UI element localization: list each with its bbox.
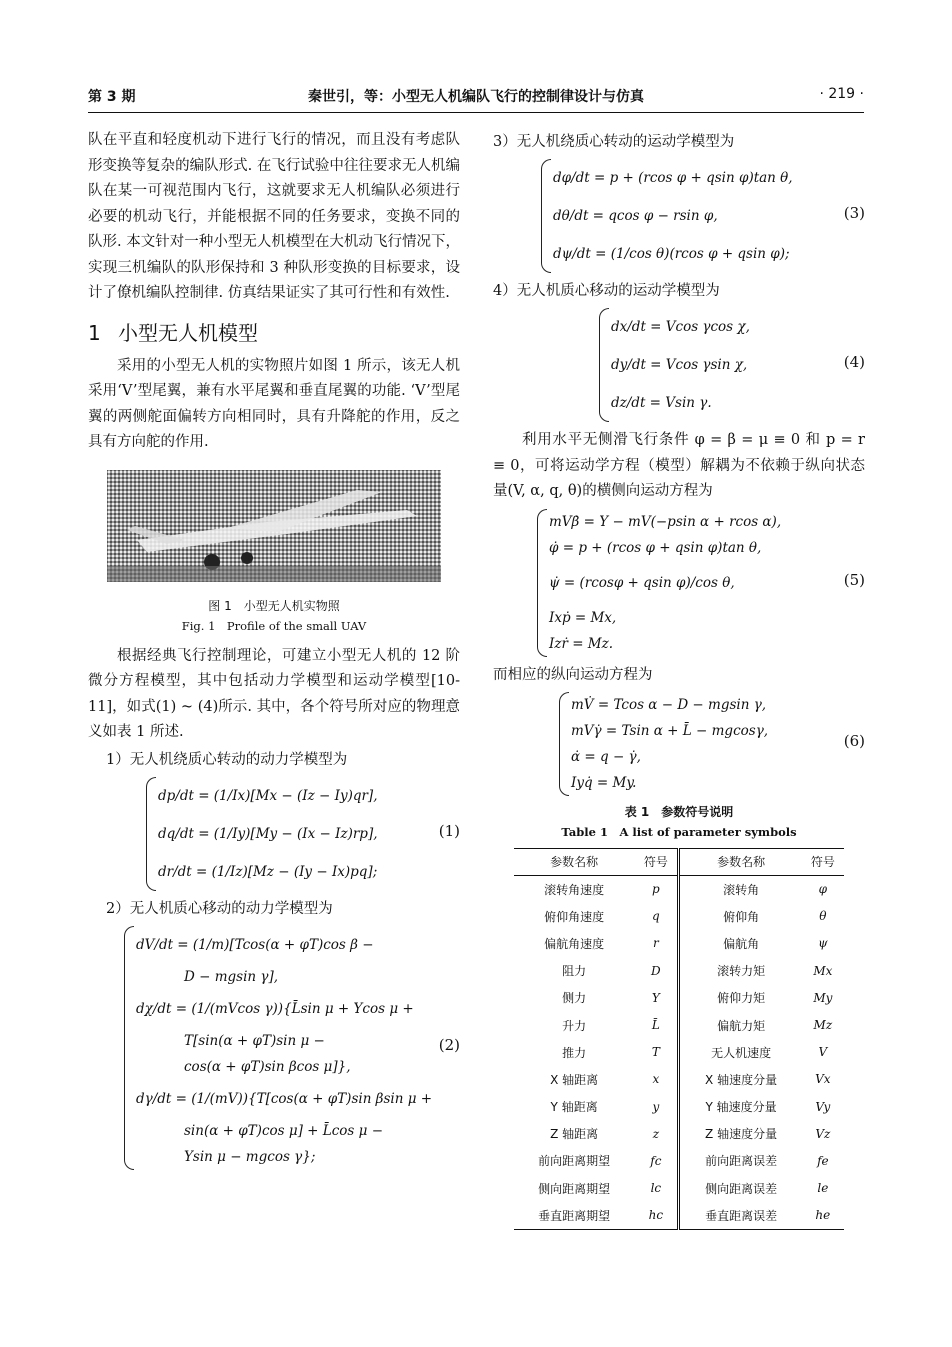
- parameter-symbol-cell: D: [634, 957, 679, 984]
- equation-line: mV̇ = Tcos α − D − mgsin γ,: [571, 696, 767, 713]
- equation-line: Ixṗ = Mx,: [549, 609, 617, 626]
- equation-line: cos(α + φT)sin βcos μ]},: [184, 1058, 351, 1075]
- equation-number: (6): [843, 731, 865, 750]
- equation-line: dψ/dt = (1/cos θ)(rcos φ + qsin φ);: [553, 246, 790, 262]
- parameter-name-cell: 俯仰角: [723, 909, 760, 924]
- equation-line: dχ/dt = (1/(mVcos γ)){L̄sin μ + Ycos μ +: [136, 1000, 414, 1017]
- header-rule: [88, 112, 864, 113]
- parameter-name-cell: 前向距离期望: [538, 1154, 611, 1169]
- equation-line: dV/dt = (1/m)[Tcos(α + φT)cos β −: [136, 936, 374, 953]
- equation-5: [493, 509, 865, 657]
- table-header-row: [514, 848, 844, 875]
- parameter-symbol-cell: Vz: [815, 1126, 831, 1141]
- equation-line: dy/dt = Vcos γsin χ,: [611, 357, 748, 373]
- model-paragraph: 采用的小型无人机的实物照片如图 1 所示，该无人机采用‘V’型尾翼，兼有水平尾翼和垂直尾翼的功能. ‘V’型尾翼的两侧舵面偏转方向相同时，具有升降舵的作用，反之具有方向舵的作用.: [88, 357, 460, 450]
- uav-silhouette-icon: [107, 470, 441, 582]
- equation-line: dγ/dt = (1/(mV)){T[cos(α + φT)sin βsin μ +: [136, 1090, 433, 1107]
- item-3: 3）无人机绕质心转动的运动学模型为: [493, 134, 735, 150]
- equation-line: D − mgsin γ],: [184, 968, 279, 985]
- figure-caption-cn: 图 1 小型无人机实物照: [208, 598, 340, 613]
- theory-paragraph: 根据经典飞行控制理论，可建立小型无人机的 12 阶微分方程模型，其中包括动力学模型和运动学模型[10-11]，如式(1) ~ (4)所示. 其中，各个符号所对应的物理意义如表 1 所述.: [88, 647, 460, 740]
- equation-number: (3): [843, 204, 865, 222]
- equation-line: dr/dt = (1/Iz)[Mz − (Iy − Ix)pq];: [158, 863, 378, 880]
- table-header: 符号: [634, 848, 679, 875]
- equation-line: dφ/dt = p + (rcos φ + qsin φ)tan θ,: [553, 170, 793, 186]
- parameter-symbol-cell: fc: [634, 1147, 679, 1174]
- parameter-name-cell: 前向距离误差: [705, 1154, 778, 1169]
- item-4: 4）无人机质心移动的运动学模型为: [493, 283, 720, 299]
- equation-line: Iyq̇ = My.: [571, 774, 637, 791]
- parameter-symbol-cell: V: [818, 1045, 828, 1060]
- parameter-symbol-cell: Vy: [815, 1099, 831, 1114]
- equation-line: T[sin(α + φT)sin μ −: [184, 1032, 325, 1049]
- equation-brace: [599, 308, 609, 422]
- equation-brace: [537, 509, 547, 657]
- parameter-name-cell: 滚转角速度: [544, 882, 605, 897]
- equation-number: (2): [438, 1035, 460, 1054]
- equation-line: mVγ̇ = Tsin α + L̄ − mgcosγ,: [571, 722, 769, 739]
- table-row: [514, 1120, 844, 1147]
- parameter-symbol-cell: z: [634, 1120, 679, 1147]
- parameter-symbol-cell: r: [634, 930, 679, 957]
- parameter-table: [514, 848, 844, 1230]
- parameter-name-cell: X 轴速度分量: [705, 1072, 778, 1087]
- section-heading: [88, 317, 460, 346]
- table-row: [514, 1093, 844, 1120]
- parameter-symbol-cell: Mx: [813, 963, 833, 978]
- equation-line: φ̇ = p + (rcos φ + qsin φ)tan θ,: [549, 539, 762, 556]
- parameter-symbol-cell: hc: [634, 1202, 679, 1230]
- parameter-symbol-cell: lc: [634, 1175, 679, 1202]
- table-row: [514, 1147, 844, 1174]
- parameter-symbol-cell: Y: [634, 984, 679, 1011]
- table-row: [514, 984, 844, 1011]
- section-title: 小型无人机模型: [118, 320, 258, 345]
- section-number: 1: [88, 320, 101, 345]
- equation-line: sin(α + φT)cos μ] + L̄cos μ −: [184, 1122, 384, 1139]
- parameter-name-cell: 偏航角: [723, 936, 760, 951]
- equation-number: (1): [438, 821, 460, 840]
- equation-4: [493, 308, 865, 422]
- parameter-name-cell: 滚转角: [723, 882, 760, 897]
- parameter-name-cell: 滚转力矩: [717, 964, 766, 979]
- parameter-name-cell: 升力: [562, 1018, 587, 1033]
- equation-6: [493, 692, 865, 796]
- parameter-symbol-cell: q: [634, 903, 679, 930]
- longitudinal-lead: 而相应的纵向运动方程为: [493, 666, 653, 683]
- equation-line: mVβ̇ = Y − mV(−psin α + rcos α),: [549, 513, 782, 530]
- parameter-name-cell: Z 轴速度分量: [705, 1127, 778, 1142]
- equation-line: Izṙ = Mz.: [549, 635, 614, 652]
- equation-brace: [146, 777, 156, 891]
- parameter-name-cell: 阻力: [562, 964, 587, 979]
- parameter-symbol-cell: he: [802, 1202, 844, 1230]
- parameter-name-cell: 推力: [562, 1045, 587, 1060]
- table-caption-cn: 表 1 参数符号说明: [624, 804, 734, 819]
- table-row: [514, 1011, 844, 1038]
- issue-number: 第 3 期: [88, 89, 136, 105]
- equation-line: dx/dt = Vcos γcos χ,: [611, 319, 750, 335]
- equation-3: [493, 159, 865, 273]
- parameter-name-cell: 无人机速度: [711, 1045, 772, 1060]
- right-column: [493, 128, 865, 1230]
- equation-number: (5): [843, 570, 865, 589]
- parameter-name-cell: 侧向距离期望: [538, 1181, 611, 1196]
- parameter-name-cell: X 轴距离: [550, 1072, 599, 1087]
- table-body: [514, 875, 844, 1229]
- parameter-name-cell: 偏航角速度: [544, 936, 605, 951]
- parameter-name-cell: Y 轴距离: [550, 1100, 598, 1115]
- equation-1: [88, 777, 460, 891]
- parameter-name-cell: 偏航力矩: [717, 1018, 766, 1033]
- table-header: 参数名称: [514, 848, 634, 875]
- equation-line: dθ/dt = qcos φ − rsin φ,: [553, 208, 718, 224]
- page-number: · 219 ·: [819, 86, 864, 102]
- parameter-symbol-cell: φ: [818, 882, 828, 897]
- equation-brace: [559, 692, 569, 796]
- table-row: [514, 957, 844, 984]
- parameter-symbol-cell: Vx: [815, 1072, 831, 1087]
- uav-photo: [107, 470, 441, 582]
- parameter-name-cell: 垂直距离期望: [514, 1202, 634, 1230]
- parameter-name-cell: 侧向距离误差: [705, 1181, 778, 1196]
- running-header: [88, 86, 864, 110]
- equation-line: dq/dt = (1/Iy)[My − (Ix − Iz)rp],: [158, 825, 378, 842]
- table-row: [514, 875, 844, 903]
- equation-line: α̇ = q − γ̇,: [571, 748, 641, 765]
- parameter-symbol-cell: p: [634, 875, 679, 903]
- table-caption-en: Table 1 A list of parameter symbols: [561, 824, 797, 839]
- parameter-symbol-cell: x: [634, 1066, 679, 1093]
- parameter-name-cell: 俯仰力矩: [717, 991, 766, 1006]
- parameter-name-cell: 俯仰角速度: [544, 909, 605, 924]
- table-row: [514, 903, 844, 930]
- parameter-name-cell: 垂直距离误差: [679, 1202, 802, 1230]
- table-row: [514, 1175, 844, 1202]
- parameter-symbol-cell: T: [634, 1039, 679, 1066]
- parameter-symbol-cell: L̄: [634, 1011, 679, 1038]
- equation-brace: [124, 926, 134, 1170]
- equation-brace: [541, 159, 551, 273]
- parameter-symbol-cell: My: [813, 990, 833, 1005]
- table-row: [514, 1066, 844, 1093]
- left-column: [88, 128, 460, 1176]
- table-header: 参数名称: [679, 848, 802, 875]
- parameter-symbol-cell: Mz: [813, 1018, 833, 1033]
- equation-number: (4): [843, 353, 865, 371]
- intro-paragraph: 队在平直和轻度机动下进行飞行的情况，而且没有考虑队形变换等复杂的编队形式. 在飞行试验中往往要求无人机编队在某一可视范围内飞行，这就要求无人机编队必须进行必要的机动飞行，并能根据不同的任务要求，变换不同的队形. 本文针对一种小型无人机模型在大机动飞行情况下，实现三机编队的队形保持和 3 种队形变换的目标要求，设计了僚机编队控制律. 仿真结果证实了其可行性和有效性.: [88, 132, 460, 301]
- parameter-name-cell: Z 轴距离: [550, 1127, 599, 1142]
- equation-line: dz/dt = Vsin γ.: [611, 395, 712, 411]
- item-1: 1）无人机绕质心转动的动力学模型为: [106, 751, 348, 768]
- parameter-symbol-cell: le: [817, 1181, 829, 1196]
- parameter-name-cell: 侧力: [562, 991, 587, 1006]
- parameter-symbol-cell: ψ: [818, 936, 828, 951]
- decouple-paragraph: 利用水平无侧滑飞行条件 φ = β = μ ≡ 0 和 p = r ≡ 0，可将运动学方程（模型）解耦为不依赖于纵向状态量(V, α, q, θ)的横侧向运动方程为: [493, 432, 865, 499]
- equation-line: Ysin μ − mgcos γ};: [184, 1148, 316, 1165]
- figure-caption-en: Fig. 1 Profile of the small UAV: [181, 618, 367, 633]
- parameter-symbol-cell: fe: [817, 1153, 829, 1168]
- table-row: [514, 930, 844, 957]
- running-title: 秦世引，等：小型无人机编队飞行的控制律设计与仿真: [308, 89, 644, 105]
- equation-line: dp/dt = (1/Ix)[Mx − (Iz − Iy)qr],: [158, 787, 378, 804]
- table-row: [514, 1039, 844, 1066]
- item-2: 2）无人机质心移动的动力学模型为: [106, 900, 333, 917]
- table-row: [514, 1202, 844, 1230]
- parameter-symbol-cell: θ: [819, 909, 827, 924]
- equation-line: ψ̇ = (rcosφ + qsin φ)/cos θ,: [549, 574, 735, 591]
- parameter-symbol-cell: y: [634, 1093, 679, 1120]
- table-header: 符号: [802, 848, 844, 875]
- equation-2: [88, 926, 460, 1170]
- parameter-name-cell: Y 轴速度分量: [705, 1100, 777, 1115]
